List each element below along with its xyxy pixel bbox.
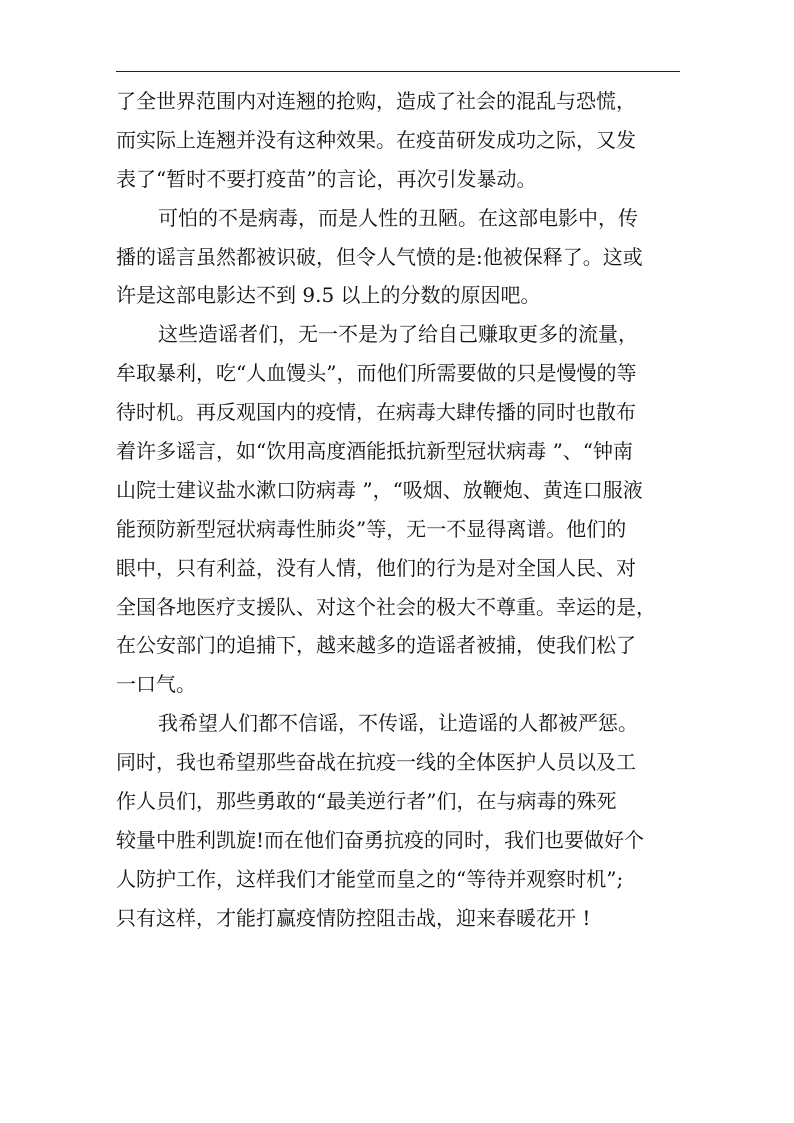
text-line: 这些造谣者们，无一不是为了给自己赚取更多的流量， bbox=[158, 322, 638, 347]
text-line: 牟取暴利，吃“人血馒头”，而他们所需要做的只是慢慢的等 bbox=[116, 361, 637, 386]
text-line: 只有这样，才能打赢疫情防控阻击战，迎来春暖花开 ! bbox=[116, 905, 591, 930]
paragraph bbox=[116, 82, 686, 199]
text-line: 而实际上连翘并没有这种效果。在疫苗研发成功之际，又发 bbox=[116, 127, 636, 152]
text-line: 待时机。再反观国内的疫情，在病毒大肆传播的同时也散布 bbox=[116, 400, 636, 425]
text-line: 表了“暂时不要打疫苗”的言论，再次引发暴动。 bbox=[116, 166, 537, 191]
text-line: 我希望人们都不信谣，不传谣，让造谣的人都被严惩。 bbox=[158, 711, 638, 736]
text-line: 播的谣言虽然都被识破，但令人气愤的是:他被保释了。这或 bbox=[116, 244, 643, 269]
text-line: 一口气。 bbox=[116, 672, 196, 697]
text-line: 作人员们，那些勇敢的“最美逆行者”们，在与病毒的殊死 bbox=[116, 789, 617, 814]
text-line: 许是这部电影达不到 9.5 以上的分数的原因吧。 bbox=[116, 283, 541, 308]
paragraph bbox=[116, 704, 686, 937]
text-line: 山院士建议盐水漱口防病毒 ”，“吸烟、放鞭炮、黄连口服液 bbox=[116, 477, 643, 502]
paragraph bbox=[116, 199, 686, 316]
text-line: 在公安部门的追捕下，越来越多的造谣者被捕，使我们松了 bbox=[116, 633, 636, 658]
paragraph bbox=[116, 315, 686, 704]
text-line: 能预防新型冠状病毒性肺炎”等，无一不显得离谱。他们的 bbox=[116, 516, 627, 541]
text-line: 眼中，只有利益，没有人情，他们的行为是对全国人民、对 bbox=[116, 555, 636, 580]
text-line: 较量中胜利凯旋!而在他们奋勇抗疫的同时，我们也要做好个 bbox=[116, 827, 645, 852]
text-line: 人防护工作，这样我们才能堂而皇之的“等待并观察时机”; bbox=[116, 866, 624, 891]
text-line: 同时，我也希望那些奋战在抗疫一线的全体医护人员以及工 bbox=[116, 750, 636, 775]
body-text bbox=[116, 82, 686, 938]
text-line: 着许多谣言，如“饮用高度酒能抵抗新型冠状病毒 ”、“钟南 bbox=[116, 439, 634, 464]
text-line: 全国各地医疗支援队、对这个社会的极大不尊重。幸运的是， bbox=[116, 594, 656, 619]
text-line: 可怕的不是病毒，而是人性的丑陋。在这部电影中，传 bbox=[158, 205, 638, 230]
header-rule bbox=[116, 71, 680, 72]
text-line: 了全世界范围内对连翘的抢购，造成了社会的混乱与恐慌， bbox=[116, 89, 636, 113]
